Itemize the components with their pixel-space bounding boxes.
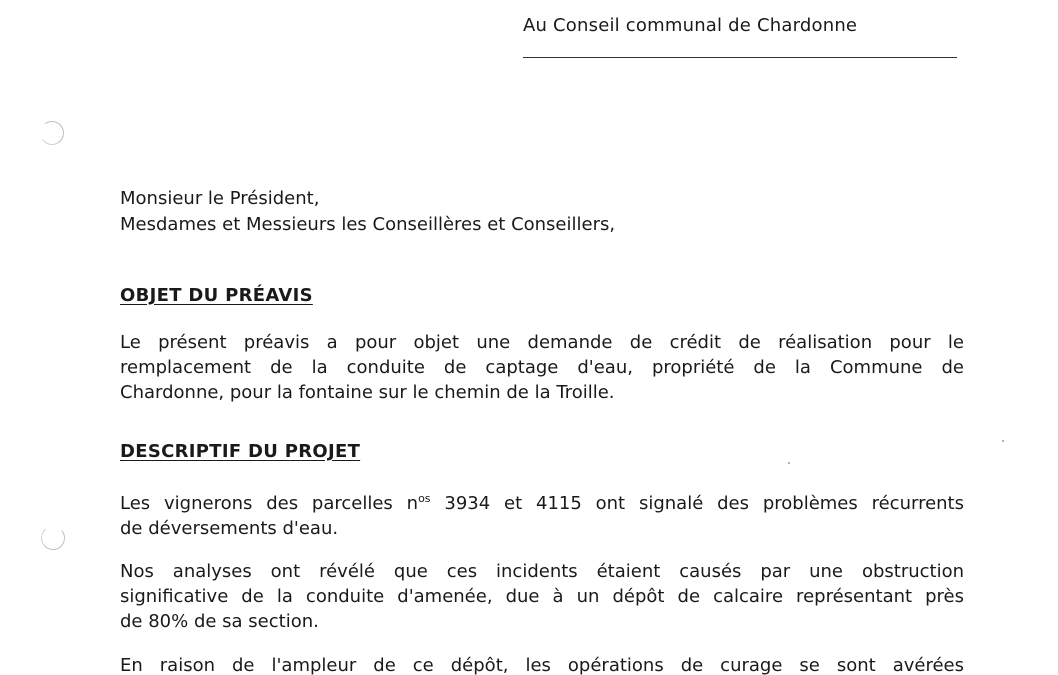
paragraph-line: Le présent préavis a pour objet une demande de crédit de réalisation pour le [120,332,964,353]
scan-speck [1002,440,1004,442]
paragraph-line: En raison de l'ampleur de ce dépôt, les opérations de curage se sont avérées [120,655,964,675]
paragraph-curage [120,653,964,675]
paragraph-line: de 80% de sa section. [120,611,319,632]
paragraph-vignerons [120,486,964,541]
paragraph-line: Nos analyses ont révélé que ces incidents étaient causés par une obstruction [120,561,964,582]
superscript: os [418,492,431,505]
punch-hole-mark [38,119,66,147]
salutation [120,186,615,238]
section-heading-objet: OBJET DU PRÉAVIS [120,285,313,306]
paragraph-line: Chardonne, pour la fontaine sur le chemin de la Troille. [120,382,615,403]
paragraph-objet [120,330,964,405]
paragraph-line: significative de la conduite d'amenée, due à un dépôt de calcaire représentant près [120,586,964,607]
paragraph-line: de déversements d'eau. [120,518,339,539]
punch-hole-mark [40,525,66,551]
section-heading-descriptif: DESCRIPTIF DU PROJET [120,441,361,462]
salutation-line: Monsieur le Président, [120,188,320,209]
scan-speck [788,462,790,464]
recipient-address: Au Conseil communal de Chardonne [523,15,858,36]
paragraph-line: remplacement de la conduite de captage d'eau, propriété de la Commune de [120,357,964,378]
paragraph-analyses [120,559,964,634]
text-run: Les vignerons des parcelles n [120,493,419,514]
salutation-line: Mesdames et Messieurs les Conseillères et Conseillers, [120,214,616,235]
paragraph-line [120,486,964,516]
text-run: 3934 et 4115 ont signalé des problèmes récurrents [430,493,964,514]
recipient-underline [523,57,957,58]
